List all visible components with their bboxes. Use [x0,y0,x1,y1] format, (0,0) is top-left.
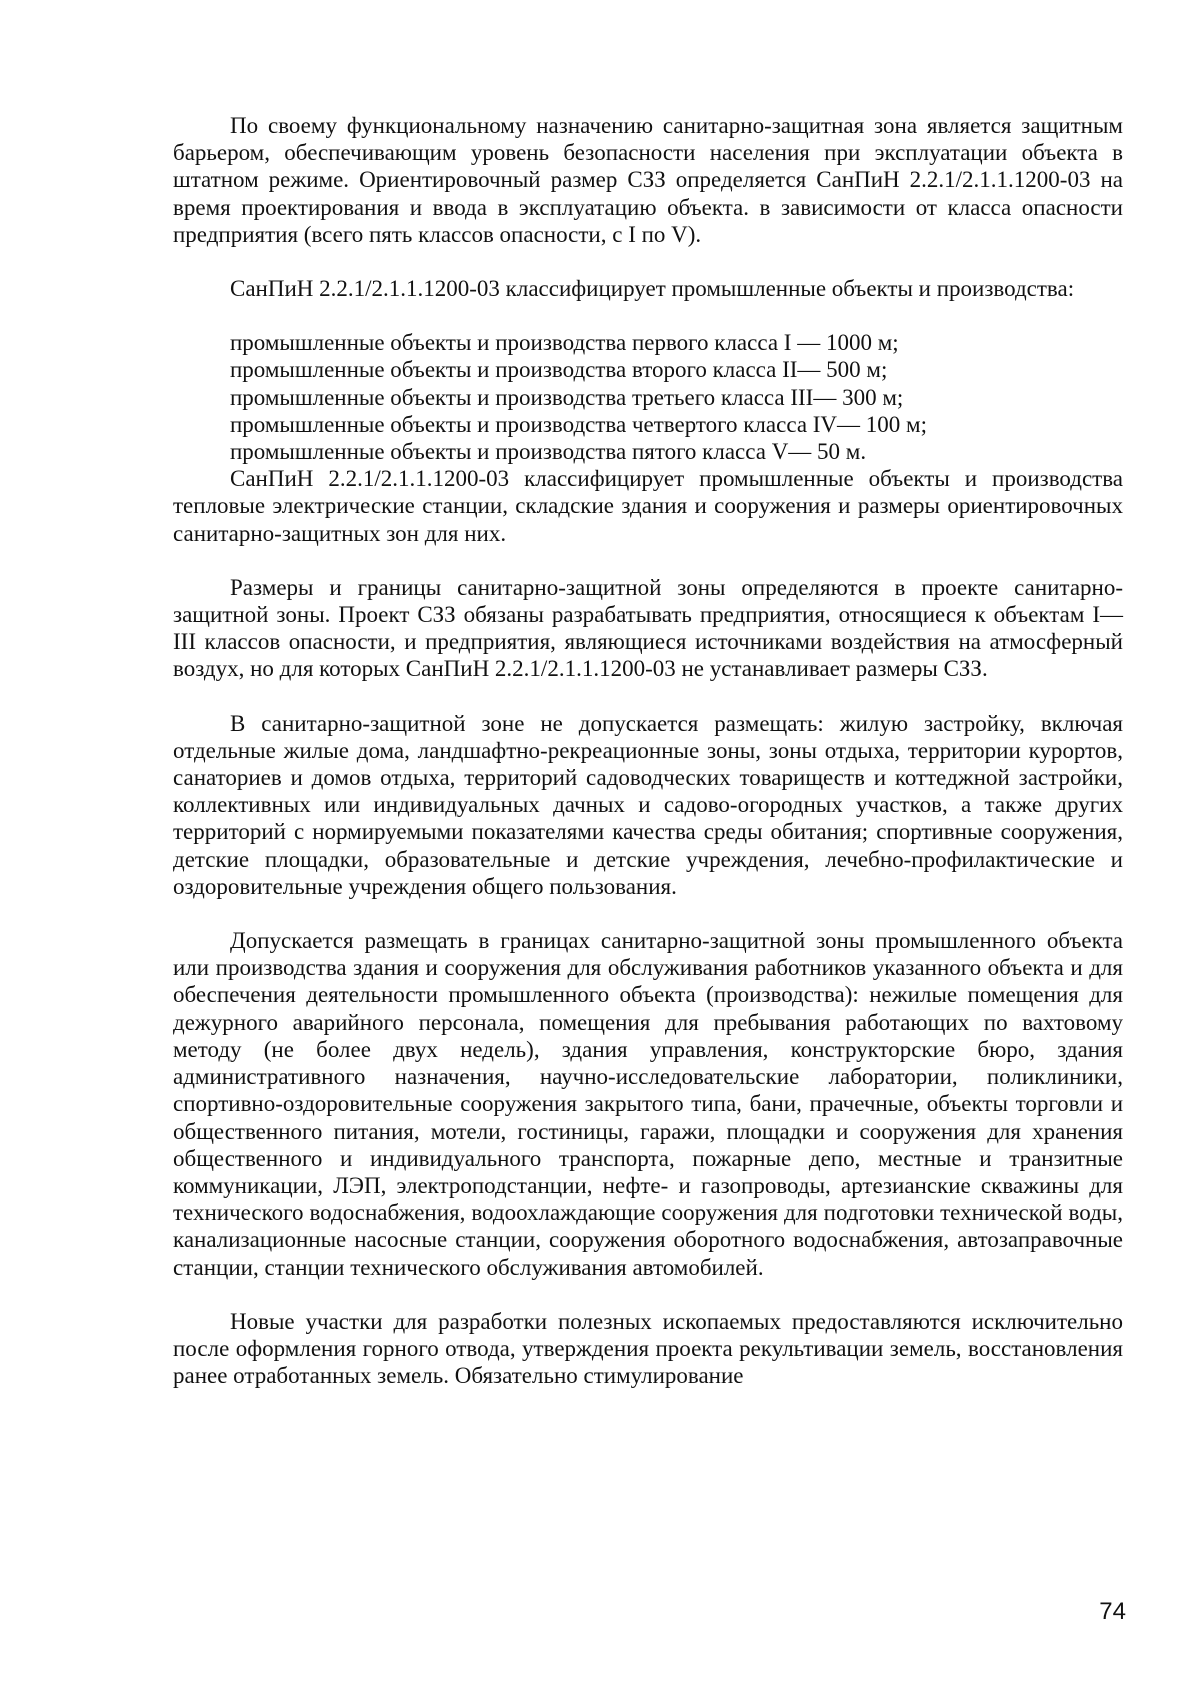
paragraph-spacer [173,900,1123,927]
paragraph-spacer [173,1281,1123,1308]
paragraph-prohibited-uses: В санитарно-защитной зоне не допускается размещать: жилую застройку, включая отдельные жилые дома, ландшафтно-рекреационные зоны, зоны отдыха, территории курортов, санаториев и домов отдыха, территорий садоводческих товариществ и коттеджной застройки, коллективных или индивидуальных дачных и садово-огородных участков, а также других территорий с нормируемыми показателями качества среды обитания; спортивные сооружения, детские площадки, образовательные и детские учреждения, лечебно-профилактические и оздоровительные учреждения общего пользования. [173,710,1123,899]
list-item: промышленные объекты и производства четвертого класса IV— 100 м; [230,411,927,437]
paragraph-permitted-uses: Допускается размещать в границах санитарно-защитной зоны промышленного объекта или производства здания и сооружения для обслуживания работников указанного объекта и для обеспечения деятельности промышленного объекта (производства): нежилые помещения для дежурного аварийного персонала, помещения для пребывания работающих по вахтовому методу (не более двух недель), здания управления, конструкторские бюро, здания административного назначения, научно-исследовательские лаборатории, поликлиники, спортивно-оздоровительные сооружения закрытого типа, бани, прачечные, объекты торговли и общественного питания, мотели, гостиницы, гаражи, площадки и сооружения для хранения общественного и индивидуального транспорта, пожарные депо, местные и транзитные коммуникации, ЛЭП, электроподстанции, нефте- и газопроводы, артезианские скважины для технического водоснабжения, водоохлаждающие сооружения для подготовки технической воды, канализационные насосные станции, сооружения оборотного водоснабжения, автозаправочные станции, станции технического обслуживания автомобилей. [173,928,1123,1280]
paragraph-spacer [173,547,1123,574]
list-item: промышленные объекты и производства третьего класса III— 300 м; [230,384,904,410]
list-item: промышленные объекты и производства пятого класса V— 50 м. [230,439,867,465]
page-number: 74 [1099,1598,1126,1625]
paragraph-power-stations: СанПиН 2.2.1/2.1.1.1200-03 классифицирует промышленные объекты и производства тепловые электрические станции, складские здания и сооружения и размеры ориентировочных санитарно-защитных зон для них. [173,466,1123,546]
paragraph-classification-intro: СанПиН 2.2.1/2.1.1.1200-03 классифицирует промышленные объекты и производства: [230,276,1075,302]
paragraph-sanitary-zone-purpose: По своему функциональному назначению санитарно-защитная зона является защитным барьером, обеспечивающим уровень безопасности населения при эксплуатации объекта в штатном режиме. Ориентировочный размер СЗЗ определяется СанПиН 2.2.1/2.1.1.1200-03 на время проектирования и ввода в эксплуатацию объекта. в зависимости от класса опасности предприятия (всего пять классов опасности, с I по V). [173,113,1123,247]
paragraph-spacer [173,683,1123,710]
paragraph-spacer [173,302,1123,329]
paragraph-zone-boundaries: Размеры и границы санитарно-защитной зоны определяются в проекте санитарно-защитной зоны. Проект СЗЗ обязаны разрабатывать предприятия, относящиеся к объектам I—III классов опасности, и предприятия, являющиеся источниками воздействия на атмосферный воздух, но для которых СанПиН 2.2.1/2.1.1.1200-03 не устанавливает размеры СЗЗ. [173,574,1123,682]
list-item: промышленные объекты и производства второго класса II— 500 м; [230,357,888,383]
paragraph-mining-plots: Новые участки для разработки полезных ископаемых предоставляются исключительно после оформления горного отвода, утверждения проекта рекультивации земель, восстановления ранее отработанных земель. Обязательно стимулирование [173,1308,1123,1389]
body-text [173,112,1123,1389]
list-item: промышленные объекты и производства первого класса I — 1000 м; [230,330,899,356]
hazard-class-list [173,329,1123,465]
paragraph-spacer [173,248,1123,275]
